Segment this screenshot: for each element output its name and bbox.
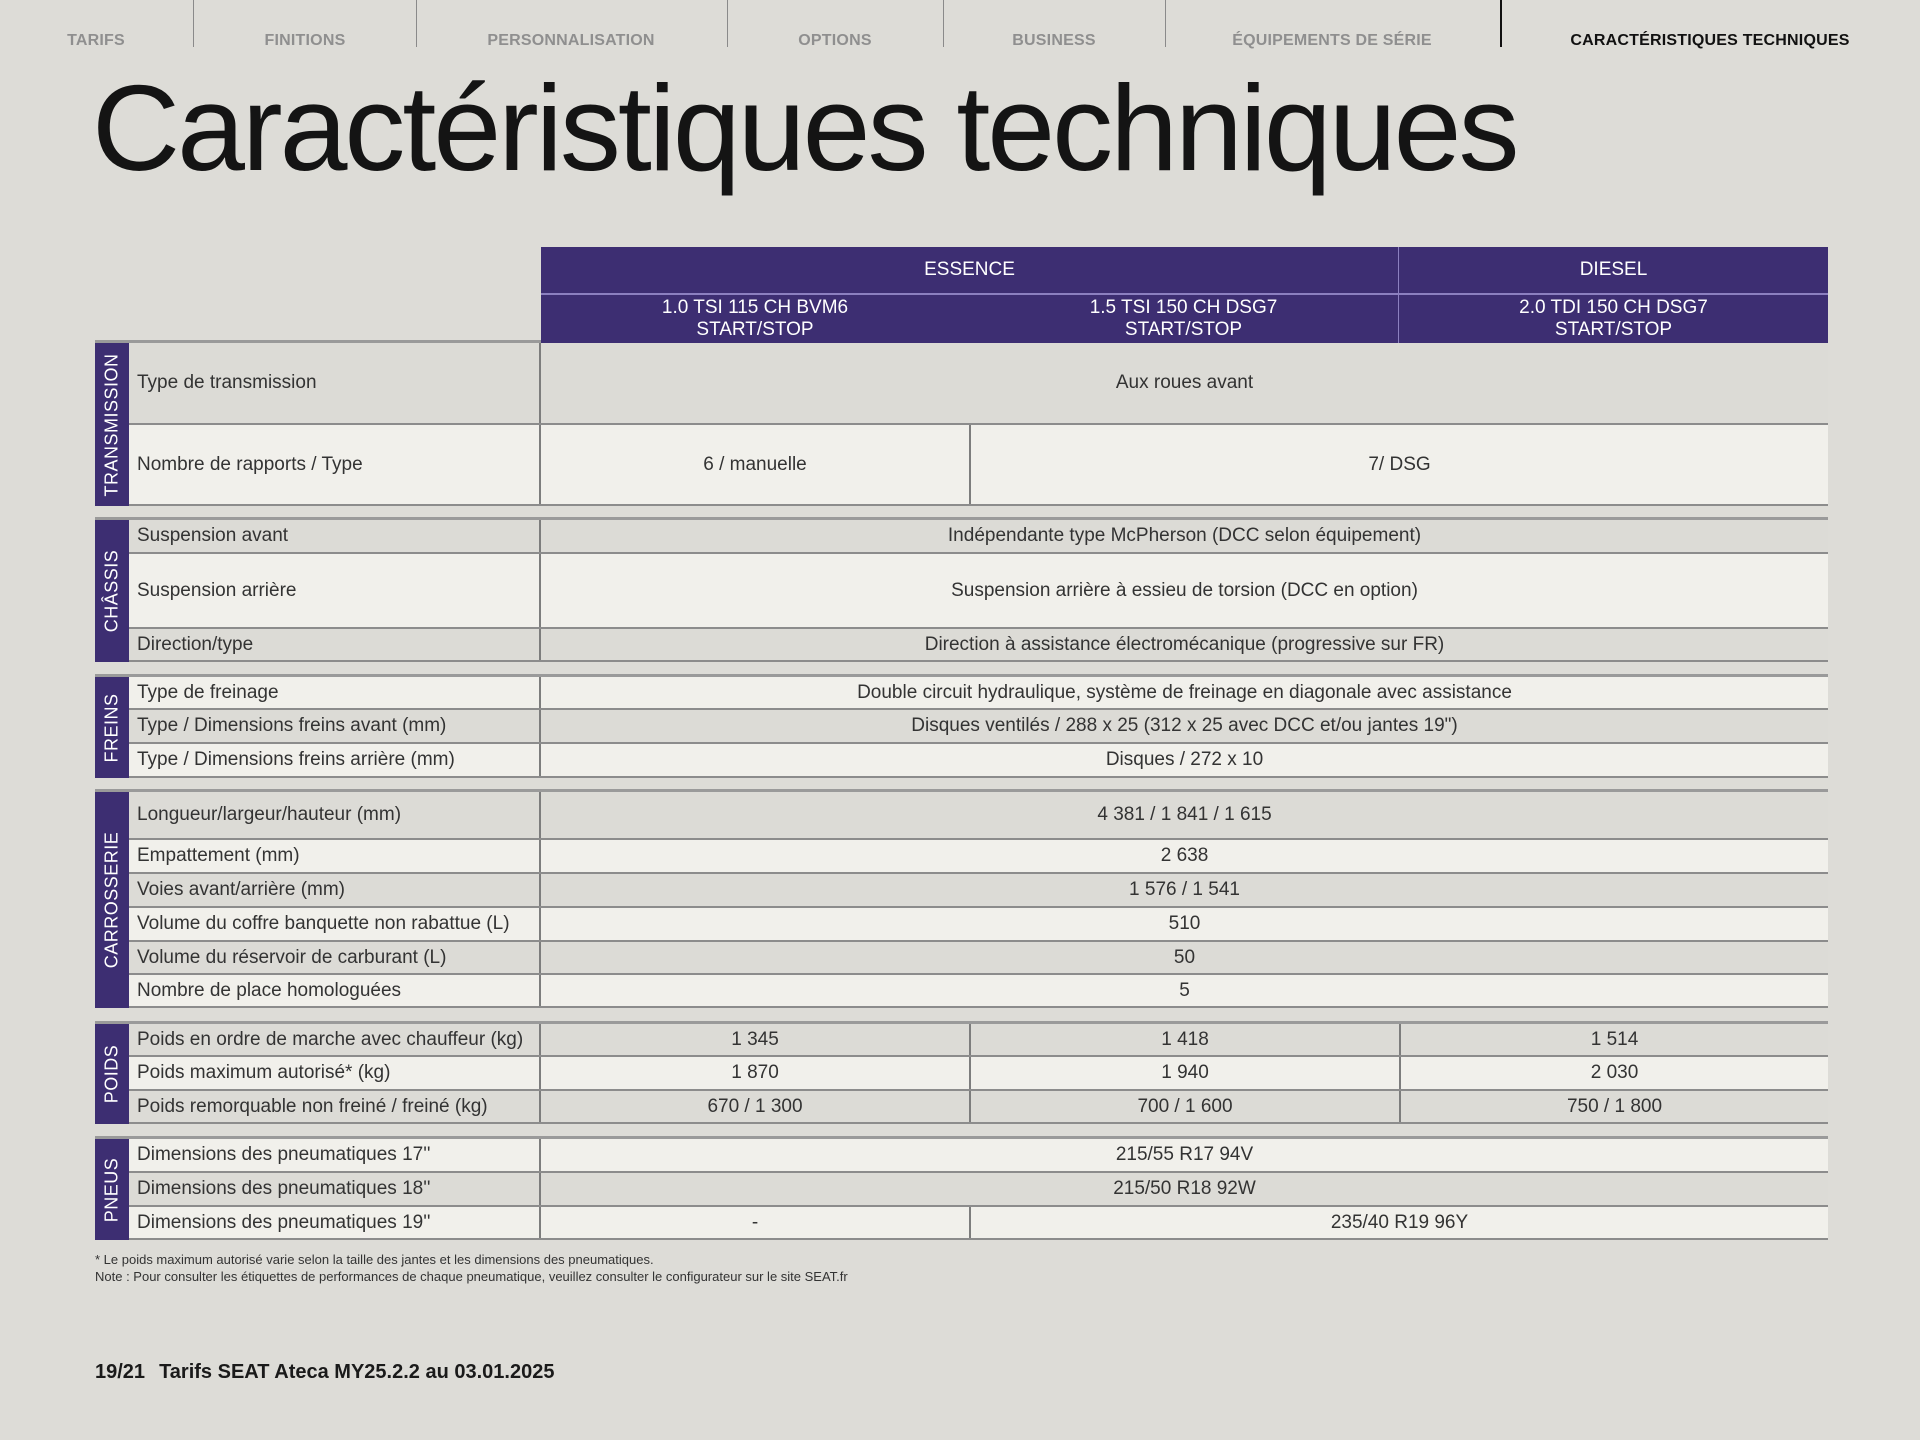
table-row (129, 975, 1828, 1008)
section-band (95, 343, 129, 506)
table-row (129, 554, 1828, 629)
section-transmission (95, 343, 1828, 506)
table-cell: 50 (1173, 946, 1196, 968)
nav-divider (193, 0, 194, 47)
table-cell: 1 418 (969, 1024, 1399, 1055)
section-label: FREINS (101, 692, 122, 763)
table-cell: 1 870 (731, 1062, 779, 1083)
table-row (129, 1057, 1828, 1091)
engine-header-3 (1399, 295, 1828, 343)
table-row (129, 840, 1828, 874)
table-row (129, 629, 1828, 662)
table-cell: Direction à assistance électromécanique (progressive sur FR) (924, 633, 1445, 655)
table-cell: 2 638 (1160, 845, 1209, 866)
row-label: Poids remorquable non freiné / freiné (kg) (129, 1091, 541, 1122)
table-row (129, 520, 1828, 554)
page-footer (95, 1361, 568, 1384)
section-label: CHÂSSIS (101, 549, 122, 633)
table-cell: 6 / manuelle (703, 453, 807, 475)
row-label: Type de transmission (129, 343, 541, 423)
section-band (95, 1024, 129, 1124)
table-row (129, 792, 1828, 840)
table-cell: 215/55 R17 94V (1115, 1144, 1254, 1165)
nav-tab-0[interactable]: TARIFS (67, 32, 125, 49)
table-cell: 2 030 (1399, 1057, 1828, 1089)
table-cell: Aux roues avant (1115, 372, 1254, 393)
row-label: Poids en ordre de marche avec chauffeur (kg) (129, 1024, 541, 1055)
table-cell: Indépendante type McPherson (DCC selon équipement) (947, 525, 1422, 546)
section-poids (95, 1024, 1828, 1124)
section-band (95, 792, 129, 1008)
table-cell: 700 / 1 600 (969, 1091, 1399, 1122)
table-cell: Double circuit hydraulique, système de freinage en diagonale avec assistance (857, 681, 1512, 703)
table-cell: Suspension arrière à essieu de torsion (DCC en option) (951, 579, 1418, 601)
table-row (129, 1024, 1828, 1057)
row-label: Dimensions des pneumatiques 17'' (129, 1139, 541, 1171)
table-cell: 750 / 1 800 (1399, 1091, 1828, 1122)
table-row (129, 744, 1828, 778)
table-cell: 1 345 (731, 1028, 779, 1050)
table-row (129, 343, 1828, 425)
row-label: Longueur/largeur/hauteur (mm) (129, 792, 541, 838)
row-label: Type / Dimensions freins avant (mm) (129, 710, 541, 742)
nav-tab-4[interactable]: BUSINESS (1012, 32, 1096, 49)
nav-tab-1[interactable]: FINITIONS (264, 32, 346, 49)
engine-header-2 (969, 295, 1398, 343)
document-title: Tarifs SEAT Ateca MY25.2.2 au 03.01.2025 (159, 1361, 555, 1383)
nav-tab-5[interactable]: ÉQUIPEMENTS DE SÉRIE (1232, 32, 1432, 49)
table-cell: 215/50 R18 92W (1113, 1178, 1256, 1199)
table-cell: Disques / 272 x 10 (1105, 749, 1264, 770)
section-châssis (95, 520, 1828, 662)
section-pneus (95, 1139, 1828, 1240)
nav-tab-6[interactable]: CARACTÉRISTIQUES TECHNIQUES (1570, 32, 1850, 49)
row-label: Volume du coffre banquette non rabattue (L) (129, 908, 541, 940)
nav-divider (943, 0, 944, 47)
row-label: Empattement (mm) (129, 840, 541, 872)
nav-divider (727, 0, 728, 47)
table-cell: 670 / 1 300 (707, 1095, 803, 1117)
section-freins (95, 677, 1828, 778)
table-cell: Disques ventilés / 288 x 25 (312 x 25 avec DCC et/ou jantes 19") (911, 715, 1458, 736)
engine-name: 2.0 TDI 150 CH DSG7 (1519, 297, 1708, 318)
nav-divider (1500, 0, 1502, 47)
section-label: TRANSMISSION (101, 352, 122, 497)
row-label: Volume du réservoir de carburant (L) (129, 942, 541, 973)
row-label: Nombre de place homologuées (129, 975, 541, 1006)
row-label: Suspension arrière (129, 554, 541, 627)
section-label: POIDS (101, 1044, 122, 1104)
table-row (129, 1207, 1828, 1240)
section-label: PNEUS (101, 1157, 122, 1222)
table-cell: 4 381 / 1 841 / 1 615 (1097, 804, 1272, 825)
table-cell: 1 940 (969, 1057, 1399, 1089)
table-row (129, 677, 1828, 710)
top-navigation (0, 0, 1920, 60)
row-label: Type / Dimensions freins arrière (mm) (129, 744, 541, 776)
row-label: Type de freinage (129, 677, 541, 708)
row-label: Direction/type (129, 629, 541, 660)
nav-tab-3[interactable]: OPTIONS (798, 32, 872, 49)
row-label: Nombre de rapports / Type (129, 425, 541, 504)
table-row (129, 425, 1828, 506)
nav-tab-2[interactable]: PERSONNALISATION (487, 32, 655, 49)
table-row (129, 874, 1828, 908)
page-title: Caractéristiques techniques (92, 60, 1517, 196)
row-label: Suspension avant (129, 520, 541, 552)
table-cell: 1 576 / 1 541 (1129, 879, 1240, 900)
table-row (129, 1173, 1828, 1207)
footnote-weight: * Le poids maximum autorisé varie selon la taille des jantes et les dimensions des pneumatiques. (95, 1252, 654, 1267)
row-label: Voies avant/arrière (mm) (129, 874, 541, 906)
engine-suffix: START/STOP (1124, 319, 1243, 340)
table-row (129, 1139, 1828, 1173)
table-cell: 5 (1179, 979, 1190, 1001)
engine-header-1 (541, 295, 969, 343)
group-header-essence: ESSENCE (541, 247, 1398, 293)
engine-name: 1.5 TSI 150 CH DSG7 (1089, 297, 1278, 318)
table-cell: - (751, 1211, 759, 1233)
table-cell: 235/40 R19 96Y (969, 1207, 1828, 1238)
table-cell: 7/ DSG (969, 425, 1828, 504)
table-row (129, 710, 1828, 744)
engine-name: 1.0 TSI 115 CH BVM6 (661, 297, 849, 318)
nav-divider (1165, 0, 1166, 47)
row-label: Poids maximum autorisé* (kg) (129, 1057, 541, 1089)
engine-suffix: START/STOP (1554, 319, 1673, 340)
engine-suffix: START/STOP (696, 319, 814, 340)
row-label: Dimensions des pneumatiques 18'' (129, 1173, 541, 1205)
section-band (95, 677, 129, 778)
table-row (129, 908, 1828, 942)
table-row (129, 942, 1828, 975)
section-band (95, 1139, 129, 1240)
section-label: CARROSSERIE (101, 831, 122, 969)
table-cell: 510 (1168, 913, 1201, 934)
group-header-diesel: DIESEL (1399, 247, 1828, 293)
section-carrosserie (95, 792, 1828, 1008)
nav-divider (416, 0, 417, 47)
section-band (95, 520, 129, 662)
row-label: Dimensions des pneumatiques 19'' (129, 1207, 541, 1238)
page-number: 19/21 (95, 1361, 146, 1383)
table-row (129, 1091, 1828, 1124)
table-cell: 1 514 (1399, 1024, 1828, 1055)
footnote-tyres: Note : Pour consulter les étiquettes de performances de chaque pneumatique, veuillez consulter le configurateur sur le site SEAT.fr (95, 1269, 848, 1284)
